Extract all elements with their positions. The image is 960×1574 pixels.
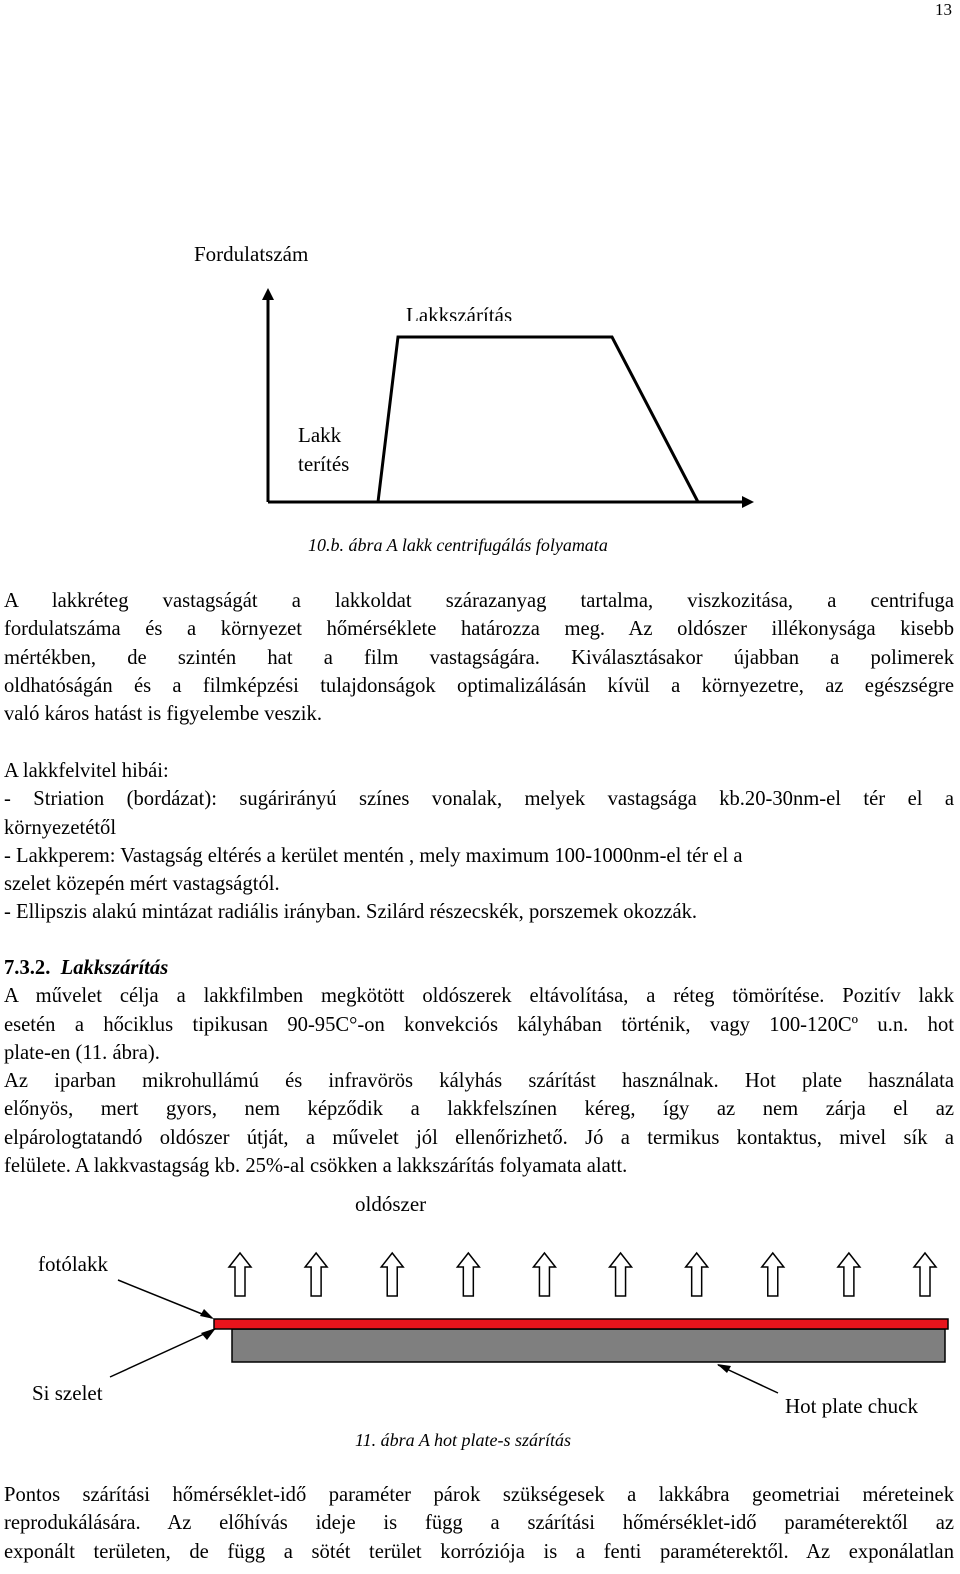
text-line: felülete. A lakkvastagság kb. 25%-al csökken a lakkszárítás folyamata alatt. bbox=[4, 1155, 628, 1178]
text-line: A művelet célja a lakkfilmben megkötött oldószerek eltávolítása, a réteg tömörítése. Pozitív lakk bbox=[4, 985, 954, 1008]
text-line: reprodukálására. Az előhívás ideje is függ a szárítási hőmérséklet-idő paraméterektől az bbox=[4, 1512, 954, 1535]
solvent-arrow-icon bbox=[305, 1253, 327, 1296]
defect-line: - Ellipszis alakú mintázat radiális irányban. Szilárd részecskék, porszemek okozzák. bbox=[4, 901, 698, 924]
drying-section bbox=[4, 954, 954, 1180]
start-label-line2: terítés bbox=[298, 452, 350, 476]
solvent-arrow-icon bbox=[686, 1253, 708, 1296]
solvent-arrow-icon bbox=[533, 1253, 555, 1296]
section-title: Lakkszárítás bbox=[60, 957, 169, 979]
solvent-arrow-icon bbox=[381, 1253, 403, 1296]
spin-profile-figure bbox=[0, 230, 960, 530]
defect-line: - Lakkperem: Vastagság eltérés a kerület mentén , mely maximum 100-1000nm-el tér el a bbox=[4, 844, 743, 867]
page-number: 13 bbox=[935, 0, 952, 19]
text-line: fordulatszáma és a környezet hőmérséklete határozza meg. Az oldószer illékonysága kisebb bbox=[4, 618, 954, 641]
plateau-label: Lakkszárítás bbox=[406, 303, 513, 321]
text-line: Pontos szárítási hőmérséklet-idő paraméter párok szükségesek a lakkábra geometriai méreteinek bbox=[4, 1484, 954, 1506]
section-number: 7.3.2. bbox=[4, 957, 51, 979]
figure1-caption: 10.b. ábra A lakk centrifugálás folyamata bbox=[308, 535, 608, 555]
text-line: esetén a hőciklus tipikusan 90-95C°-on konvekciós kályhában történik, vagy 100-120Cº u.n. hot bbox=[4, 1013, 954, 1036]
resist-pointer bbox=[118, 1280, 212, 1318]
photoresist-layer bbox=[214, 1319, 948, 1329]
solvent-arrow-icon bbox=[457, 1253, 479, 1296]
defects-title: A lakkfelvitel hibái: bbox=[4, 760, 169, 782]
hotplate-diagram bbox=[0, 1180, 960, 1470]
chuck-label: Hot plate chuck bbox=[785, 1394, 918, 1418]
text-line: elpárologtatandó oldószer útját, a művelet jól ellenőrizhető. Jó a termikus kontaktus, mivel sík a bbox=[4, 1126, 954, 1149]
text-line: exponált területen, de függ a sötét terület korróziója is a fenti paraméterektől. Az exponálatlan bbox=[4, 1540, 954, 1563]
defect-line: szelet közepén mért vastagságtól. bbox=[4, 873, 280, 896]
figure2-caption: 11. ábra A hot plate-s szárítás bbox=[355, 1430, 572, 1450]
wafer-label: Si szelet bbox=[32, 1381, 103, 1405]
wafer-pointer-head bbox=[201, 1328, 216, 1340]
defects-section bbox=[4, 757, 954, 927]
section-heading bbox=[4, 954, 954, 982]
solvent-label: oldószer bbox=[355, 1192, 427, 1216]
solvent-arrow-icon bbox=[762, 1253, 784, 1296]
solvent-arrow-icon bbox=[914, 1253, 936, 1296]
y-axis-label: Fordulatszám bbox=[194, 242, 309, 266]
intro-paragraph bbox=[4, 587, 954, 728]
solvent-arrow-icon bbox=[838, 1253, 860, 1296]
start-label-line1: Lakk bbox=[298, 423, 342, 447]
speed-profile-curve bbox=[378, 337, 698, 502]
hot-plate-chuck bbox=[232, 1329, 945, 1362]
text-line: mértékben, de szintén hat a film vastagságára. Kiválasztásakor újabban a polimerek bbox=[4, 646, 954, 669]
resist-pointer-head bbox=[200, 1309, 214, 1319]
solvent-arrows bbox=[229, 1253, 936, 1296]
spin-profile-diagram bbox=[0, 230, 960, 530]
text-line: oldhatóságán és a filmképzési tulajdonságok optimalizálásán kívül a környezetre, az egészségre bbox=[4, 674, 954, 697]
defect-line: - Striation (bordázat): sugárirányú színes vonalak, melyek vastagsága kb.20-30nm-el tér el a bbox=[4, 788, 954, 811]
text-line: A lakkréteg vastagságát a lakkoldat szárazanyag tartalma, viszkozitása, a centrifuga bbox=[4, 590, 954, 612]
solvent-arrow-icon bbox=[610, 1253, 632, 1296]
text-line: Az iparban mikrohullámú és infravörös kályhás szárítást használnak. Hot plate használata bbox=[4, 1070, 954, 1093]
defect-line: környezetétől bbox=[4, 816, 117, 839]
photoresist-label: fotólakk bbox=[38, 1252, 108, 1276]
solvent-arrow-icon bbox=[229, 1253, 251, 1296]
wafer-pointer bbox=[110, 1329, 215, 1377]
text-line: való káros hatást is figyelembe veszik. bbox=[4, 703, 322, 726]
final-paragraph bbox=[4, 1481, 954, 1566]
hotplate-figure bbox=[0, 1180, 960, 1470]
text-line: előnyös, mert gyors, nem képződik a lakkfelszínen kéreg, így az nem zárja el az bbox=[4, 1098, 954, 1121]
chuck-pointer-head bbox=[717, 1364, 731, 1373]
text-line: plate-en (11. ábra). bbox=[4, 1041, 160, 1064]
